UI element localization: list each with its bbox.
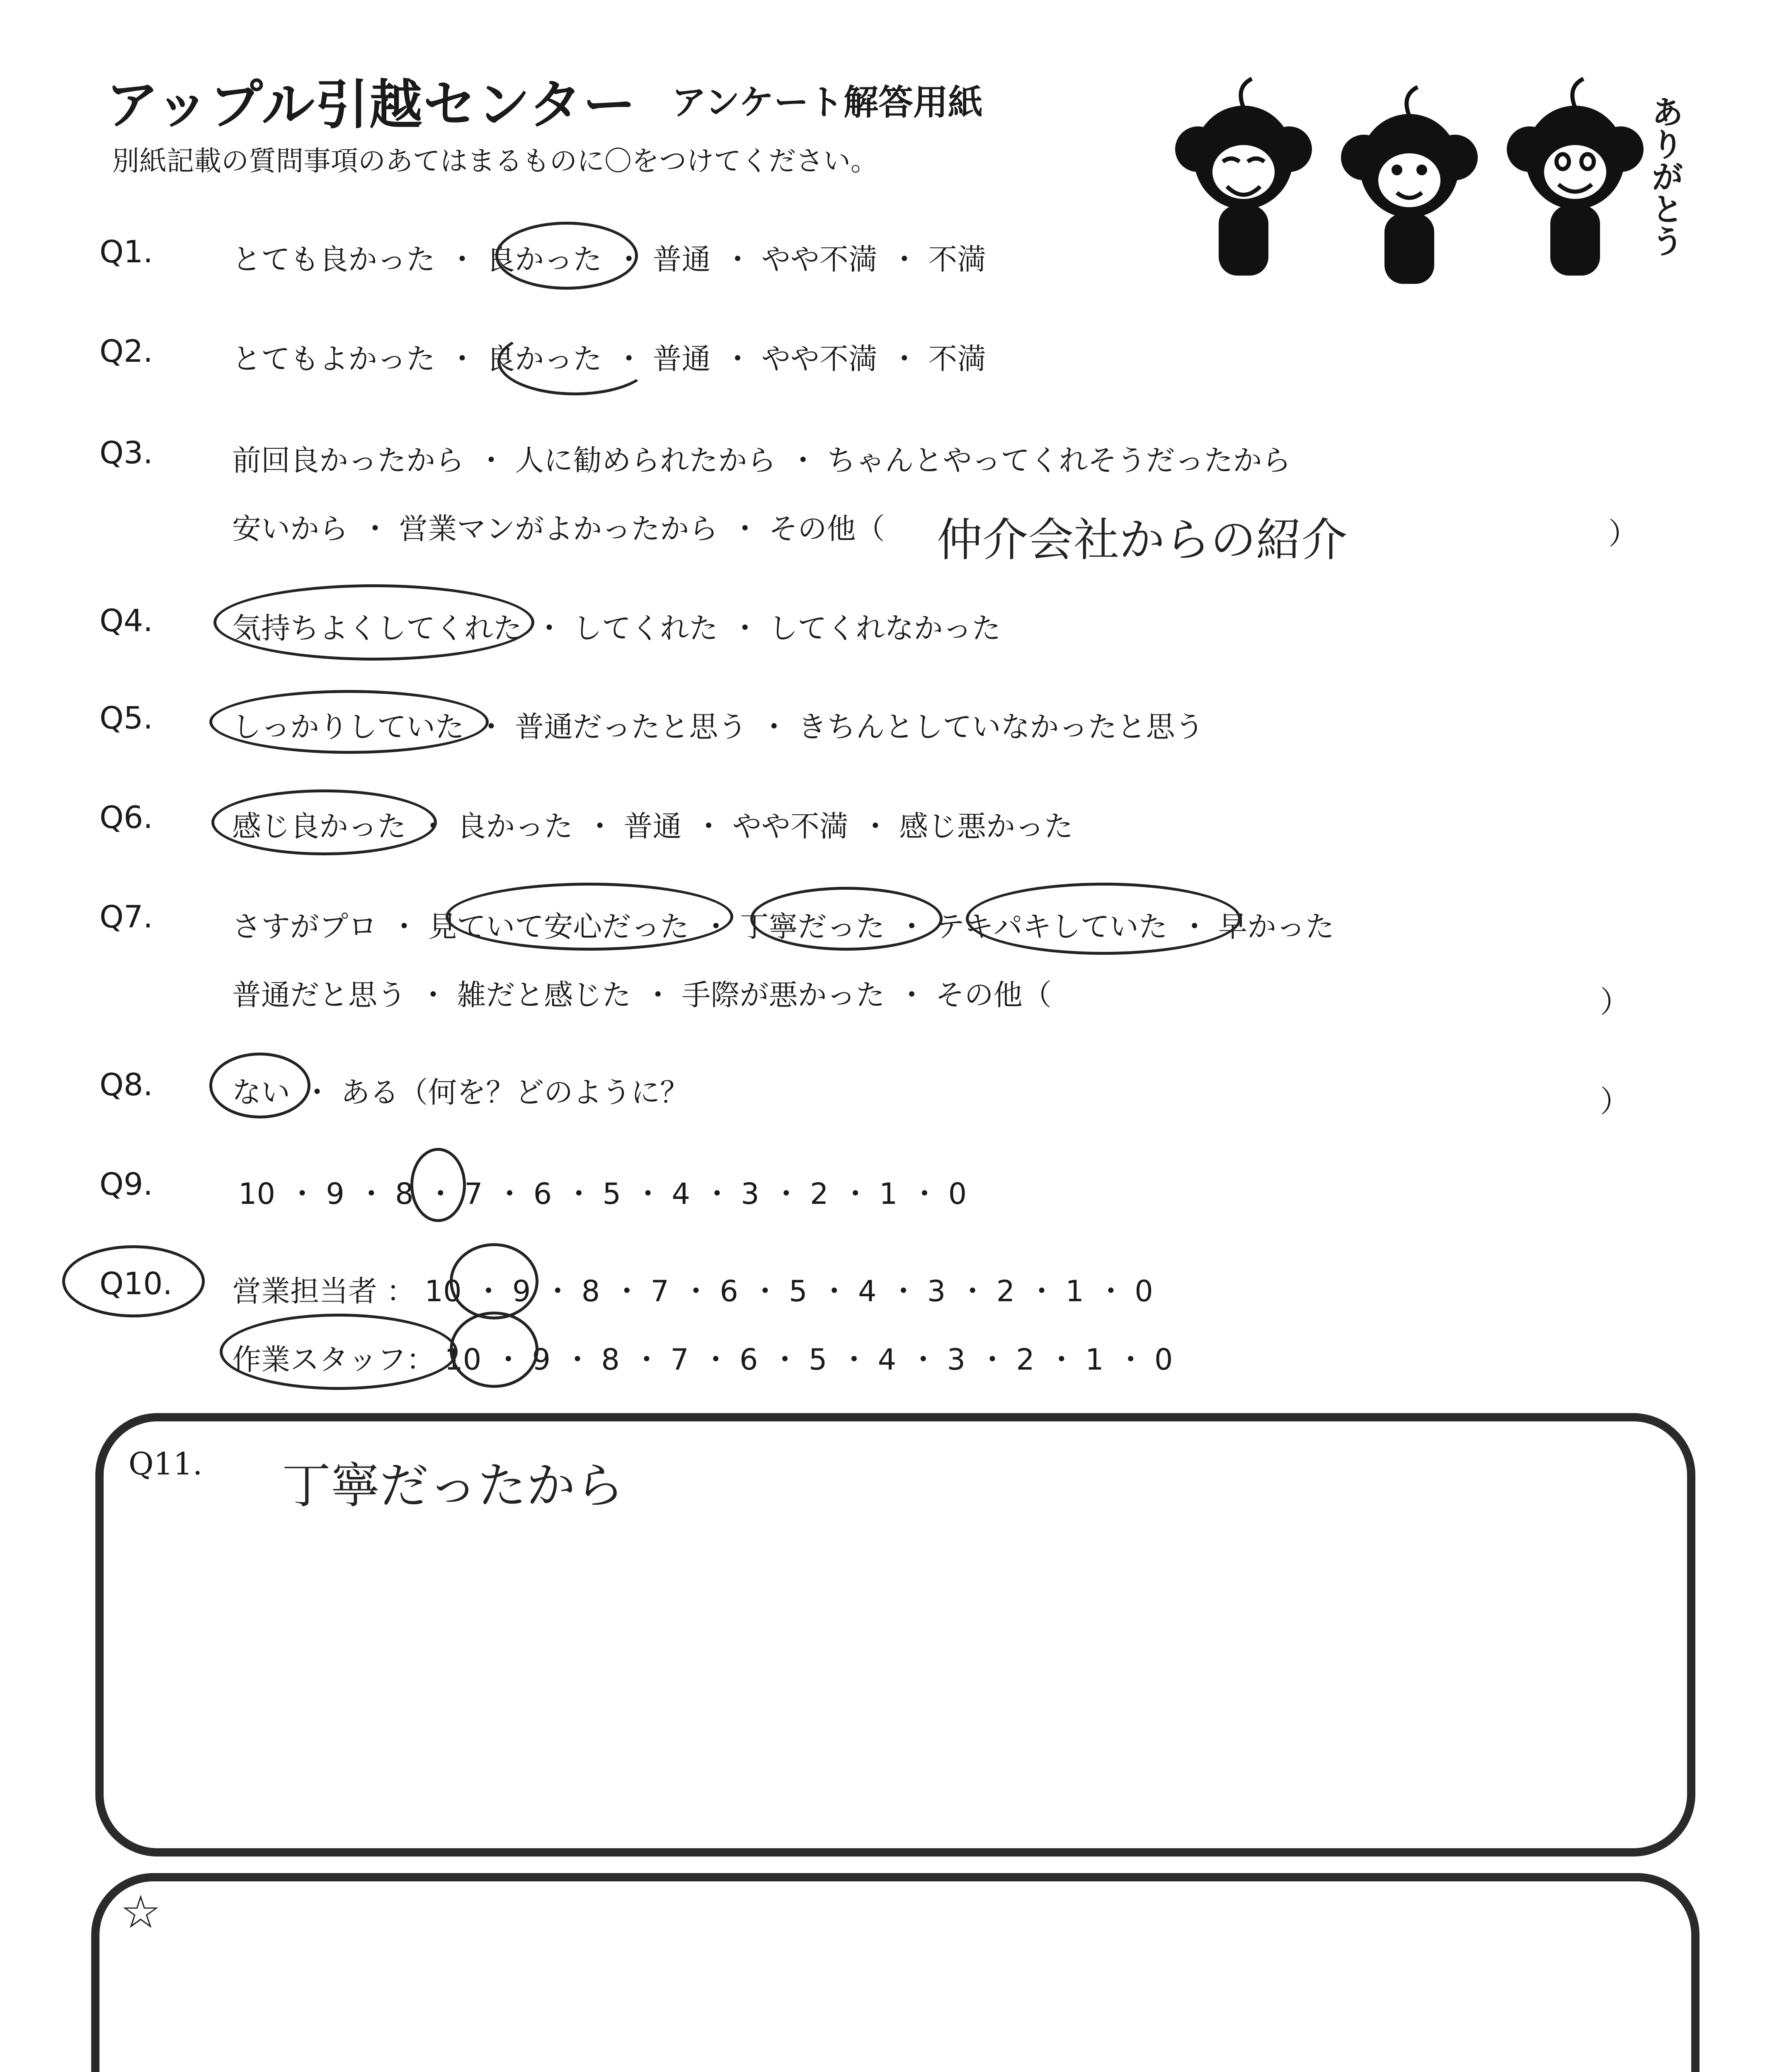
q6-options: 感じ良かった ・ 良かった ・ 普通 ・ やや不満 ・ 感じ悪かった bbox=[232, 809, 1074, 843]
q10-option[interactable]: 5 bbox=[789, 1274, 807, 1308]
q9-option[interactable]: 10 bbox=[238, 1177, 276, 1211]
q11-label: Q11. bbox=[128, 1446, 203, 1482]
q9-option[interactable]: 5 bbox=[602, 1177, 621, 1211]
q8-selection-circle bbox=[209, 1053, 310, 1118]
q5-option[interactable]: きちんとしていなかったと思う bbox=[798, 710, 1204, 744]
q6-label: Q6. bbox=[99, 800, 153, 835]
q3-label: Q3. bbox=[99, 435, 153, 471]
q10-option[interactable]: 1 bbox=[1085, 1343, 1104, 1377]
q7-close-paren: ） bbox=[1600, 985, 1630, 1019]
thanks-text: ありがとう bbox=[1646, 95, 1683, 257]
q3-option-other[interactable]: その他（ bbox=[769, 512, 885, 546]
q10-staff-row: 作業スタッフ： 10 ・ 9 ・ 8 ・ 7 ・ 6 ・ 5 ・ 4 ・ 3 ・ 2 ・ 1 ・ 0 bbox=[232, 1343, 1173, 1377]
q7-selection-circle-3 bbox=[966, 883, 1241, 955]
q10-option[interactable]: 8 bbox=[601, 1343, 620, 1377]
q2-label: Q2. bbox=[99, 334, 153, 369]
q3-option[interactable]: ちゃんとやってくれそうだったから bbox=[827, 443, 1291, 477]
q10-option[interactable]: 2 bbox=[996, 1274, 1015, 1308]
q11-handwritten-answer: 丁寧だったから bbox=[282, 1457, 625, 1514]
q9-option-selected[interactable]: 8 bbox=[395, 1177, 414, 1211]
q9-option[interactable]: 0 bbox=[948, 1177, 967, 1211]
q10-option[interactable]: 7 bbox=[650, 1274, 669, 1308]
q10-option[interactable]: 8 bbox=[581, 1274, 600, 1308]
q1-option[interactable]: 不満 bbox=[928, 242, 987, 276]
q4-options: 気持ちよくしてくれた ・ してくれた ・ してくれなかった bbox=[232, 611, 1001, 645]
instruction-text: 別紙記載の質問事項のあてはまるものに〇をつけてください。 bbox=[112, 145, 878, 177]
q7-label: Q7. bbox=[99, 899, 153, 935]
q10-option-selected[interactable]: 10 bbox=[444, 1343, 482, 1377]
q10-staff-label: 作業スタッフ： bbox=[232, 1343, 435, 1377]
q10-option[interactable]: 2 bbox=[1016, 1343, 1035, 1377]
q10-option[interactable]: 4 bbox=[858, 1274, 877, 1308]
q7-selection-circle-1 bbox=[446, 883, 733, 951]
q2-option[interactable]: 不満 bbox=[928, 342, 987, 376]
q5-label: Q5. bbox=[99, 700, 153, 736]
q3-option[interactable]: 営業マンがよかったから bbox=[399, 512, 718, 546]
q10-option[interactable]: 1 bbox=[1065, 1274, 1084, 1308]
q4-selection-circle bbox=[213, 584, 534, 661]
q7-option-other[interactable]: その他（ bbox=[935, 978, 1052, 1012]
q8-close-paren: ） bbox=[1600, 1084, 1630, 1119]
q6-option[interactable]: 普通 bbox=[623, 809, 682, 843]
q4-option-selected[interactable]: 気持ちよくしてくれた bbox=[232, 611, 522, 645]
q7-option-selected[interactable]: テキパキしていた bbox=[935, 910, 1168, 944]
q10-option[interactable]: 3 bbox=[927, 1274, 946, 1308]
q6-selection-circle bbox=[211, 789, 437, 855]
q1-option-selected[interactable]: 良かった bbox=[486, 242, 602, 276]
q8-options: ない ・ ある（何を？どのように？ bbox=[232, 1075, 689, 1109]
q9-selection-circle bbox=[410, 1148, 466, 1222]
q3-close-paren: ） bbox=[1608, 516, 1639, 551]
q10-option[interactable]: 9 bbox=[532, 1343, 551, 1377]
q2-option[interactable]: やや不満 bbox=[761, 342, 878, 376]
q10-option[interactable]: 4 bbox=[878, 1343, 897, 1377]
q1-option[interactable]: とても良かった bbox=[232, 242, 435, 276]
q2-option[interactable]: とてもよかった bbox=[232, 342, 435, 376]
q7-options-line2: 普通だと思う ・ 雑だと感じた ・ 手際が悪かった ・ その他（ bbox=[232, 978, 1052, 1012]
q7-option-selected[interactable]: 見ていて安心だった bbox=[428, 910, 689, 944]
q4-option[interactable]: してくれた bbox=[573, 611, 718, 645]
q10-option[interactable]: 0 bbox=[1154, 1343, 1173, 1377]
q3-other-handwritten: 仲介会社からの紹介 bbox=[937, 513, 1347, 566]
q6-option[interactable]: やや不満 bbox=[732, 809, 849, 843]
q5-option[interactable]: 普通だったと思う bbox=[515, 710, 747, 744]
q10-selection-circle bbox=[62, 1245, 205, 1317]
q10-staff-label-circle bbox=[220, 1314, 458, 1390]
q9-option[interactable]: 7 bbox=[464, 1177, 483, 1211]
q10-option[interactable]: 6 bbox=[720, 1274, 738, 1308]
q10-option[interactable]: 0 bbox=[1135, 1274, 1153, 1308]
q6-option[interactable]: 感じ悪かった bbox=[899, 809, 1074, 843]
q10-option[interactable]: 5 bbox=[808, 1343, 827, 1377]
q9-option[interactable]: 9 bbox=[326, 1177, 344, 1211]
q10-option[interactable]: 7 bbox=[670, 1343, 689, 1377]
q3-option[interactable]: 前回良かったから bbox=[232, 443, 464, 477]
q9-options: 10 ・ 9 ・ 8 ・ 7 ・ 6 ・ 5 ・ 4 ・ 3 ・ 2 ・ 1 ・ 0 bbox=[238, 1177, 967, 1211]
q9-label: Q9. bbox=[99, 1167, 153, 1202]
q9-option[interactable]: 3 bbox=[741, 1177, 759, 1211]
q7-option[interactable]: さすがプロ bbox=[232, 910, 377, 944]
q7-option[interactable]: 早かった bbox=[1218, 910, 1335, 944]
q7-option[interactable]: 手際が悪かった bbox=[681, 978, 885, 1012]
star-comment-box[interactable] bbox=[91, 1873, 1700, 2072]
q8-option[interactable]: ある（何を？どのように？ bbox=[341, 1075, 689, 1109]
q3-option[interactable]: 人に勧められたから bbox=[515, 443, 776, 477]
q10-option[interactable]: 6 bbox=[739, 1343, 758, 1377]
q3-options-line1: 前回良かったから ・ 人に勧められたから ・ ちゃんとやってくれそうだったから bbox=[232, 443, 1291, 477]
q10-sales-selection-circle bbox=[450, 1243, 538, 1319]
q1-selection-circle bbox=[495, 222, 638, 290]
q10-option[interactable]: 9 bbox=[512, 1274, 531, 1308]
q9-option[interactable]: 2 bbox=[810, 1177, 829, 1211]
q1-option[interactable]: 普通 bbox=[652, 242, 711, 276]
q2-option[interactable]: 普通 bbox=[652, 342, 711, 376]
q10-sales-row: 営業担当者 ： 10 ・ 9 ・ 8 ・ 7 ・ 6 ・ 5 ・ 4 ・ 3 ・ 2 ・ 1 ・ 0 bbox=[232, 1274, 1153, 1308]
star-label: ☆ bbox=[120, 1886, 161, 1939]
q4-option[interactable]: してくれなかった bbox=[769, 611, 1001, 645]
q10-sales-label: 営業担当者 ： bbox=[232, 1274, 416, 1308]
q5-option-selected[interactable]: しっかりしていた bbox=[232, 710, 464, 744]
company-title: アップル引越センター bbox=[106, 74, 637, 136]
q2-selection-circle bbox=[497, 327, 652, 395]
q7-option[interactable]: 雑だと感じた bbox=[457, 978, 631, 1012]
q1-options: とても良かった ・ 良かった ・ 普通 ・ やや不満 ・ 不満 bbox=[232, 242, 987, 276]
q10-option[interactable]: 3 bbox=[947, 1343, 966, 1377]
q7-selection-circle-2 bbox=[750, 887, 943, 951]
q10-staff-selection-circle bbox=[450, 1312, 538, 1388]
q3-options-line2: 安いから ・ 営業マンがよかったから ・ その他（ bbox=[232, 512, 885, 546]
q9-option[interactable]: 4 bbox=[672, 1177, 690, 1211]
q7-options-line1: さすがプロ ・ 見ていて安心だった ・ 丁寧だった ・ テキパキしていた ・ 早かった bbox=[232, 910, 1335, 944]
q7-option-selected[interactable]: 丁寧だった bbox=[739, 910, 885, 944]
q3-option[interactable]: 安いから bbox=[232, 512, 348, 546]
q10-label: Q10. bbox=[99, 1266, 172, 1302]
q1-label: Q1. bbox=[99, 234, 153, 270]
q4-label: Q4. bbox=[99, 603, 153, 639]
q2-options: とてもよかった ・ 良かった ・ 普通 ・ やや不満 ・ 不満 bbox=[232, 342, 987, 376]
q8-option-selected[interactable]: ない bbox=[232, 1075, 290, 1109]
q5-options: しっかりしていた ・ 普通だったと思う ・ きちんとしていなかったと思う bbox=[232, 710, 1204, 744]
monkey-mascots-illustration bbox=[1136, 75, 1675, 307]
q9-option[interactable]: 6 bbox=[533, 1177, 552, 1211]
q1-option[interactable]: やや不満 bbox=[761, 242, 878, 276]
q6-option-selected[interactable]: 感じ良かった bbox=[232, 809, 406, 843]
form-subtitle: アンケート解答用紙 bbox=[672, 82, 983, 123]
q9-option[interactable]: 1 bbox=[879, 1177, 898, 1211]
q5-selection-circle bbox=[209, 690, 489, 754]
q8-label: Q8. bbox=[99, 1067, 153, 1103]
q10-option-selected[interactable]: 10 bbox=[424, 1274, 462, 1308]
q2-option-selected[interactable]: 良かった bbox=[486, 342, 602, 376]
q7-option[interactable]: 普通だと思う bbox=[232, 978, 406, 1012]
q6-option[interactable]: 良かった bbox=[457, 809, 573, 843]
